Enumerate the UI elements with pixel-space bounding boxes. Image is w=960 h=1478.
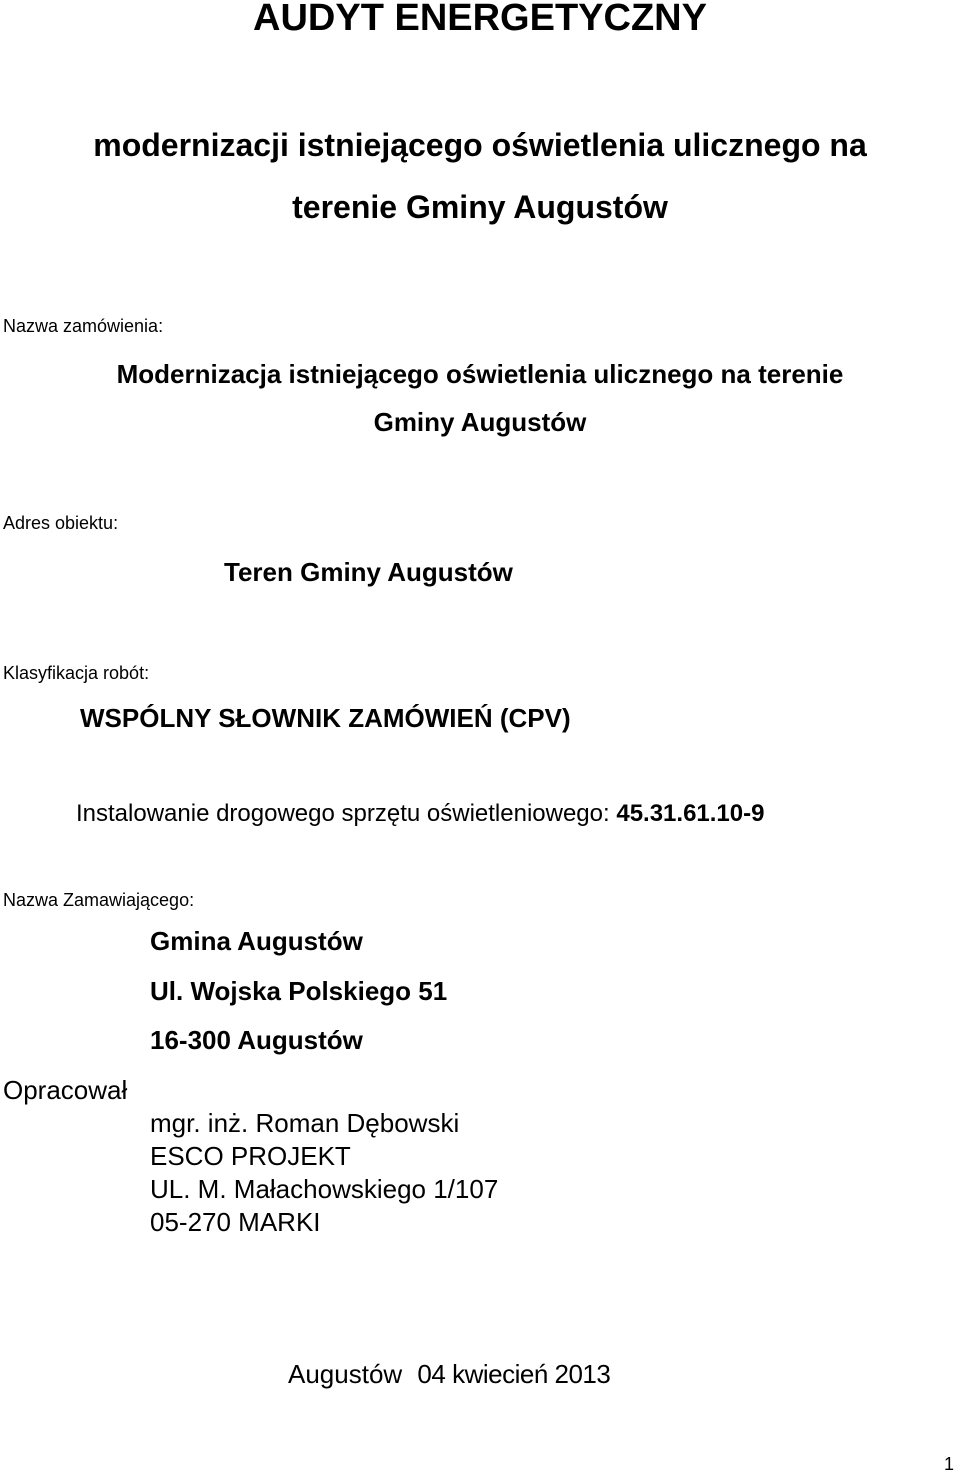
document-title: AUDYT ENERGETYCZNY [253,0,707,39]
cpv-item-label: Instalowanie drogowego sprzętu oświetleniowego: [76,800,610,827]
client-street: Ul. Wojska Polskiego 51 [150,976,448,1006]
classification-label: Klasyfikacja robót: [3,663,150,683]
client-name: Gmina Augustów [150,926,363,956]
address-label: Adres obiektu: [3,513,119,533]
order-name-label: Nazwa zamówienia: [3,316,164,336]
author-company: ESCO PROJEKT [150,1141,351,1171]
author-city: 05-270 MARKI [150,1207,321,1237]
order-name-line2: Gminy Augustów [373,407,587,437]
client-label: Nazwa Zamawiającego: [3,890,195,910]
address-value: Teren Gminy Augustów [224,557,513,587]
footer-date: 04 kwiecień 2013 [417,1359,611,1389]
author-name: mgr. inż. Roman Dębowski [150,1108,460,1138]
footer-place: Augustów [288,1359,403,1389]
cpv-item-code: 45.31.61.10-9 [616,800,765,827]
cpv-item [76,802,764,826]
classification-value: WSPÓLNY SŁOWNIK ZAMÓWIEŃ (CPV) [80,703,571,733]
client-city: 16-300 Augustów [150,1025,363,1055]
document-subtitle-line2: terenie Gminy Augustów [292,189,668,225]
place-and-date [288,1361,610,1387]
author-street: UL. M. Małachowskiego 1/107 [150,1174,499,1204]
page-number: 1 [944,1454,955,1474]
order-name-line1: Modernizacja istniejącego oświetlenia ulicznego na terenie [116,359,844,389]
author-label: Opracował [3,1075,128,1105]
document-subtitle-line1: modernizacji istniejącego oświetlenia ulicznego na [93,127,867,163]
